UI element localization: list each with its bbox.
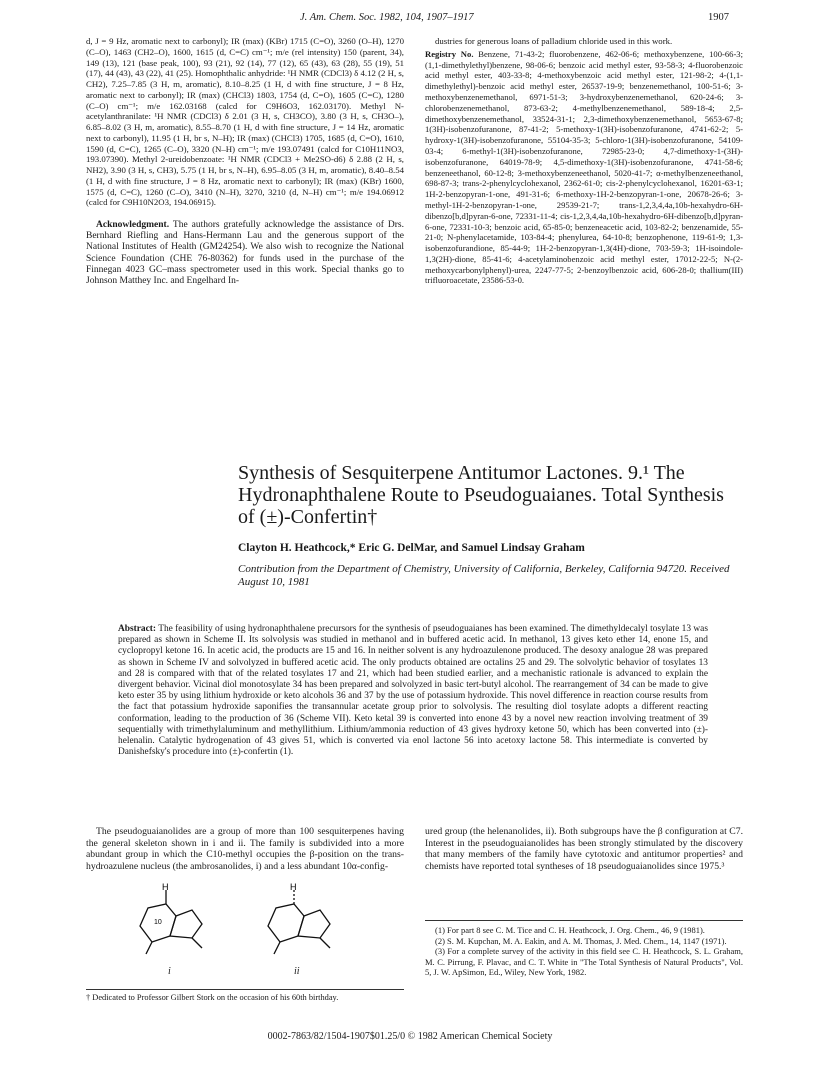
dedication-footnote: † Dedicated to Professor Gilbert Stork on the occasion of his 60th birthday. xyxy=(86,993,339,1002)
body-text-left: The pseudoguaianolides are a group of more than 100 sesquiterpenes having the general skeleton shown in i and ii. The family is subdivided into a more abundant group in which the C10-methyl occupies the β-position on the trans-hydroazulene nucleus (the ambrosanolides, i) and a less abundant 10α-config- xyxy=(86,826,404,873)
acknowledgment-text: The authors gratefully acknowledge the assistance of Drs. Bernhard Riefling and Hans-Hermann Lau and the generous support of the National Institutes of Health (GM24254). We also wish to recognize the National Science Foundation (CHE 76-80362) for funds used in the purchase of the Finnegan 4023 GC–mass spectrometer used in this work. Special thanks go to Johnson Matthey Inc. and Engelhard In- xyxy=(86,220,404,287)
right-column-intro: dustries for generous loans of palladium chloride used in this work. xyxy=(435,36,673,46)
abstract-text: The feasibility of using hydronaphthalene precursors for the synthesis of pseudoguaianes has been examined. The dimethyldecalyl tosylate 13 was prepared as shown in Scheme II. Its solvolysis was studied in methanol and in buffered acetic acid. In methanol, 13 gives keto ether 14, enone 15, and cyclopropyl ketone 16. In acetic acid, the products are 15 and 16. In neither solvent is any hydroazulenone produced. The desoxy analogue 28 was prepared as shown in Scheme IV and solvolyzed in buffered acetic acid. The only products obtained are octalins 25 and 29. The solvolytic behavior of tosylates 13 and 28 is compared with that of the related tosylates 17 and 21, which had been studied earlier, and a mechanistic rationale is advanced to explain the divergent behavior. Vicinal diol monotosylate 34 has been prepared and solvolyzed in basic tert-butyl alcohol. The rearrangement of 34 can be made to give keto ester 35 by using lithium hydroxide or keto alcohols 36 and 37 by the use of potassium hydroxide. This novel difference in reaction course results from the fact that potassium hydroxide saponifies the transannular acetate group prior to solvolysis. The resulting diol tosylate adopts a different reacting conformation, leading to the production of 36 (Scheme VII). Keto ketal 39 is converted into enone 43 by a novel new reaction involving treatment of 39 sequentially with trimethylaluminum and methyllithium. Lithium/ammonia reduction of 43 gives hydroxy ketone 50, which has been converted into (±)-helenalin. Catalytic hydrogenation of 43 gives 51, which is converted via enol lactone 56 into acetoxy lactone 58. This intermediate is converted by Danishefsky's procedure into (±)-confertin (1). xyxy=(118,624,708,758)
abstract xyxy=(118,624,708,758)
article-title: Synthesis of Sesquiterpene Antitumor Lactones. 9.¹ The Hydronaphthalene Route to Pseudoguaianes. Total Synthesis of (±)-Confertin† xyxy=(238,462,724,528)
atom-10-label: 10 xyxy=(154,919,162,926)
right-column xyxy=(425,36,743,286)
body-text-right: ured group (the helenanolides, ii). Both subgroups have the β configuration at C7. Interest in the pseudoguaianolides has been strongly stimulated by the discovery that many members of the family have cytotoxic and antitumor properties² and chemists have reported total syntheses of 18 pseudoguaianolides since 1975.³ xyxy=(425,826,743,873)
footnotes xyxy=(425,925,743,978)
left-column xyxy=(86,36,404,287)
structure-ii xyxy=(258,882,348,962)
article-affiliation: Contribution from the Department of Chemistry, University of California, Berkeley, California 94720. Received August 10, 1981 xyxy=(238,563,730,588)
structure-i xyxy=(130,882,220,962)
acknowledgment-heading: Acknowledgment. xyxy=(96,220,170,230)
atom-h-label: H xyxy=(162,882,169,892)
footnote-1: (1) For part 8 see C. M. Tice and C. H. Heathcock, J. Org. Chem., 46, 9 (1981). xyxy=(435,925,705,935)
journal-header: J. Am. Chem. Soc. 1982, 104, 1907–1917 xyxy=(300,12,474,23)
experimental-text: d, J = 9 Hz, aromatic next to carbonyl); IR (max) (KBr) 1715 (C=O), 3260 (O–H), 1270 (C–O), 1463 (CH2–O), 1600, 1615 (d, C=C) cm⁻¹; m/e (rel intensity) 150 (parent, 34), 149 (13), 121 (base peak, 100), 93 (21), 92 (14), 77 (12), 65 (43), 63 (28), 55 (19), 51 (17), 44 (43), 43 (22), 41 (25). Homophthalic anhydride: ¹H NMR (CDCl3) δ 4.12 (2 H, s, CH2), 7.25–7.85 (3 H, m, aromatic), 8.10–8.25 (1 H, d with fine structure, J = 8 Hz, aromatic next to carbonyl); IR (max) (CHCl3) 1803, 1754 (d, C=O), 1605 (C=C), 1280 (C–O) cm⁻¹; m/e 162.03168 (calcd for C9H6O3, 162.03170). Methyl N-acetylanthranilate: ¹H NMR (CDCl3) δ 2.01 (3 H, s, CH3CO), 3.80 (3 H, s, CH3O–), 6.85–8.02 (3 H, m, aromatic), 8.55–8.70 (1 H, d with fine structure, J = 14 Hz, aromatic next to carbonyl), 11.95 (1 H, br s, N–H); IR (max) (CHCl3) 1705, 1685 (d, C=O), 1610, 1590 (d, C=C), 1265 (C–O), 3320 (N–H) cm⁻¹; m/e 193.07491 (calcd for C10H11NO3, 193.07390). Methyl 2-ureidobenzoate: ¹H NMR (CDCl3 + Me2SO-d6) δ 2.88 (2 H, s, NH2), 3.90 (3 H, s, CH3), 5.75 (1 H, br s, N–H), 6.95–8.05 (3 H, m, aromatic), 8.40–8.54 (1 H, d with fine structure, J = 8 Hz, aromatic next to carbonyl); IR (max) (KBr) 1600, 1575 (d, C=C), 1260 (C–O), 3410 (N–H), 3270, 3210 (d, N–H) cm⁻¹; m/e 194.06912 (calcd for C9H10N2O3, 194.06915). xyxy=(86,36,404,208)
page-number: 1907 xyxy=(708,12,729,23)
abstract-heading: Abstract: xyxy=(118,624,157,634)
acknowledgment-paragraph xyxy=(86,220,404,287)
footnote-3: (3) For a complete survey of the activity in this field see C. H. Heathcock, S. L. Graham, M. C. Pirrung, F. Plavac, and C. T. White in "The Total Synthesis of Natural Products", Vol. 5, J. W. ApSimon, Ed., Wiley, New York, 1982. xyxy=(425,946,743,977)
registry-paragraph xyxy=(425,49,743,287)
copyright-line: 0002-7863/82/1504-1907$01.25/0 © 1982 American Chemical Society xyxy=(267,1031,553,1042)
footnote-2: (2) S. M. Kupchan, M. A. Eakin, and A. M. Thomas, J. Med. Chem., 14, 1147 (1971). xyxy=(435,935,727,946)
structure-label-ii: ii xyxy=(294,966,300,977)
registry-text: Benzene, 71-43-2; fluorobenzene, 462-06-6; methoxybenzene, 100-66-3; (1,1-dimethylethyl)benzene, 98-06-6; benzoic acid methyl ester, 93-58-3; 4-fluorobenzoic acid methyl ester, 403-33-8; 4-methoxybenzoic acid methyl ester, 121-98-2; 4-(1,1-dimethylethyl)-benzoic acid methyl ester, 26537-19-9; benzenemethanol, 100-51-6; 3-methoxybenzenemethanol, 6971-51-3; 3-hydroxybenzenemethanol, 620-24-6; 3-chlorobenzenemethanol, 873-63-2; 4-methylbenzenemethanol, 589-18-4; 2,5-dimethoxybenzenemethanol, 33524-31-1; 2,3-dimethoxybenzenemethanol, 5653-67-8; 1(3H)-isobenzofuranone, 87-41-2; 5-methoxy-1(3H)-isobenzofuranone, 4741-62-2; 5-hydroxy-1(3H)-isobenzofuranone, 55104-35-3; 5-chloro-1(3H)-isobenzofuranone, 54109-03-4; 6-methyl-1(3H)-isobenzofuranone, 72985-23-0; 4,7-dimethoxy-1-(3H)-isobenzofuranone, 64019-78-9; 4,5-dimethoxy-1(3H)-isobenzofuranone, 4741-58-6; benzeneethanol, 60-12-8; 3-methoxybenzeneethanol, 5020-41-7; α-methylbenzeneethanol, 698-87-3; trans-2-phenylcyclohexanol, 2362-61-0; cis-2-phenylcyclohexanol, 16201-63-1; 1H-2-benzopyran-1-one, 491-31-6; 6-methoxy-1H-2-benzopyran-1-one, 20678-26-6; 3-methyl-1H-2-benzopyran-1-one, 29539-21-7; trans-1,2,3,4,4a,10b-hexahydro-6H-dibenzo[b,d]pyran-6-one, 72331-11-4; cis-1,2,3,4,4a,10b-hexahydro-6H-dibenzo[b,d]pyran-6-one, 72331-10-3; benzoic acid, 65-85-0; benzeneacetic acid, 103-82-2; benzenamide, 55-21-0; N-phenylacetamide, 103-84-4; phenylurea, 64-10-8; benzophenone, 119-61-9; 1,3-isobenzofurandione, 85-44-9; 1H-2-benzopyran-1,3(4H)-dione, 703-59-3; 1H-isoindole-1,3(2H)-dione, 85-41-6; 4-acetylaminobenzoic acid methyl ester, 17012-22-5; N-(2-methoxycarbonylphenyl)-urea, 2247-77-5; 2-benzoylbenzoic acid, 606-28-0; thallium(III) trifluoroacetate, 23586-53-0. xyxy=(425,48,743,286)
footnote-rule-left xyxy=(86,989,404,990)
structure-label-i: i xyxy=(168,966,171,977)
registry-heading: Registry No. xyxy=(425,48,474,59)
footnote-rule-right xyxy=(425,920,743,921)
atom-h-label: H xyxy=(290,882,297,892)
article-authors: Clayton H. Heathcock,* Eric G. DelMar, and Samuel Lindsay Graham xyxy=(238,542,585,554)
